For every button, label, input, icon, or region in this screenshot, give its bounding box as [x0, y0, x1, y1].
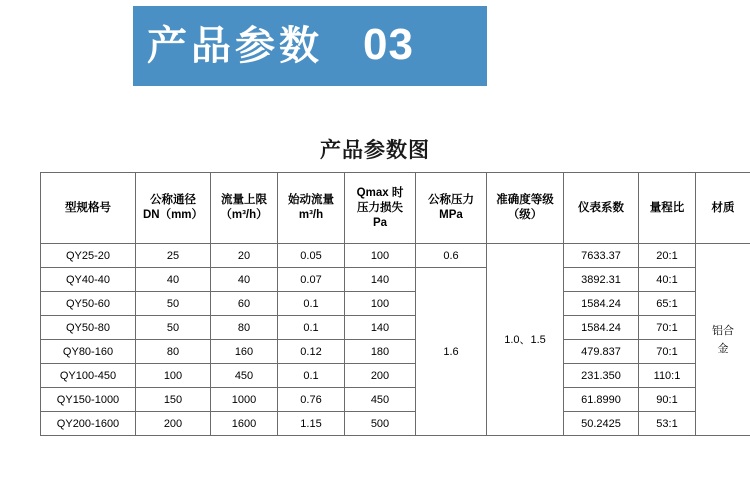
table-row: [41, 316, 750, 340]
table-header: [41, 173, 750, 244]
table-row: [41, 244, 750, 268]
header-material-line1: 材质: [711, 201, 735, 214]
cell-qmax: 160: [211, 340, 278, 364]
cell-qmax: 1600: [211, 412, 278, 436]
table-header-row: [41, 173, 750, 244]
cell-meter-factor: 61.8990: [564, 388, 639, 412]
cell-pressure-loss: 100: [345, 292, 416, 316]
cell-qmax: 450: [211, 364, 278, 388]
header-nominal-pressure: [416, 173, 487, 244]
cell-start-flow: 0.1: [278, 292, 345, 316]
banner-right-notch: [487, 6, 750, 86]
cell-material: [696, 244, 750, 436]
cell-pressure-loss: 200: [345, 364, 416, 388]
cell-nominal-pressure-rest: 1.6: [416, 268, 487, 436]
cell-turndown: 20:1: [639, 244, 696, 268]
cell-start-flow: 0.05: [278, 244, 345, 268]
cell-turndown: 65:1: [639, 292, 696, 316]
table-row: [41, 364, 750, 388]
cell-model: QY200-1600: [41, 412, 136, 436]
cell-meter-factor: 1584.24: [564, 292, 639, 316]
cell-meter-factor: 1584.24: [564, 316, 639, 340]
banner-left-notch: [0, 6, 133, 86]
header-meter-factor: [564, 173, 639, 244]
cell-start-flow: 0.1: [278, 316, 345, 340]
cell-dn: 50: [136, 316, 211, 340]
cell-model: QY50-80: [41, 316, 136, 340]
cell-nominal-pressure-first: 0.6: [416, 244, 487, 268]
header-accuracy-class-line2: （级）: [507, 209, 543, 221]
cell-material-line2: 金: [717, 342, 729, 355]
header-flow-upper-limit-line2: （m³/h）: [220, 209, 268, 221]
header-pressure-loss: [345, 173, 416, 244]
cell-turndown: 90:1: [639, 388, 696, 412]
table-row: [41, 412, 750, 436]
page-title: 产品参数图: [320, 139, 430, 162]
header-nominal-diameter: [136, 173, 211, 244]
cell-pressure-loss: 450: [345, 388, 416, 412]
header-pressure-loss-line3: Pa: [372, 216, 388, 229]
cell-turndown: 70:1: [639, 316, 696, 340]
cell-dn: 40: [136, 268, 211, 292]
parameters-table-container: [40, 172, 735, 436]
cell-qmax: 1000: [211, 388, 278, 412]
table-row: [41, 292, 750, 316]
cell-turndown: 40:1: [639, 268, 696, 292]
cell-turndown: 53:1: [639, 412, 696, 436]
cell-model: QY150-1000: [41, 388, 136, 412]
cell-turndown: 110:1: [639, 364, 696, 388]
cell-model: QY25-20: [41, 244, 136, 268]
cell-pressure-loss: 140: [345, 316, 416, 340]
cell-dn: 100: [136, 364, 211, 388]
cell-pressure-loss: 500: [345, 412, 416, 436]
header-accuracy-class: [487, 173, 564, 244]
header-nominal-pressure-line2: MPa: [439, 209, 463, 221]
cell-accuracy-class: 1.0、1.5: [487, 244, 564, 436]
cell-qmax: 80: [211, 316, 278, 340]
cell-meter-factor: 479.837: [564, 340, 639, 364]
cell-dn: 150: [136, 388, 211, 412]
table-body: [41, 244, 750, 436]
cell-pressure-loss: 100: [345, 244, 416, 268]
cell-turndown: 70:1: [639, 340, 696, 364]
cell-meter-factor: 3892.31: [564, 268, 639, 292]
page-banner: [0, 0, 750, 92]
cell-start-flow: 0.07: [278, 268, 345, 292]
header-meter-factor-line1: 仪表系数: [578, 201, 624, 214]
banner-title: 产品参数: [147, 24, 323, 68]
cell-meter-factor: 7633.37: [564, 244, 639, 268]
cell-dn: 200: [136, 412, 211, 436]
cell-pressure-loss: 180: [345, 340, 416, 364]
cell-start-flow: 0.12: [278, 340, 345, 364]
table-row: [41, 388, 750, 412]
cell-dn: 25: [136, 244, 211, 268]
cell-meter-factor: 231.350: [564, 364, 639, 388]
header-model: [41, 173, 136, 244]
table-row: [41, 268, 750, 292]
cell-qmax: 40: [211, 268, 278, 292]
cell-qmax: 60: [211, 292, 278, 316]
cell-model: QY80-160: [41, 340, 136, 364]
parameters-table: [40, 172, 750, 436]
cell-meter-factor: 50.2425: [564, 412, 639, 436]
table-row: [41, 340, 750, 364]
header-flow-upper-limit-line1: 流量上限: [221, 194, 267, 206]
header-pressure-loss-line1: Qmax 时: [356, 186, 404, 199]
header-turndown-ratio-line1: 量程比: [649, 201, 685, 214]
cell-start-flow: 0.76: [278, 388, 345, 412]
cell-dn: 50: [136, 292, 211, 316]
cell-material-line1: 铝合: [712, 324, 734, 337]
header-start-flow-line2: m³/h: [298, 209, 324, 221]
header-flow-upper-limit: [211, 173, 278, 244]
cell-model: QY40-40: [41, 268, 136, 292]
cell-model: QY100-450: [41, 364, 136, 388]
header-start-flow-line1: 始动流量: [288, 194, 334, 206]
header-start-flow: [278, 173, 345, 244]
header-material: [696, 173, 750, 244]
cell-start-flow: 0.1: [278, 364, 345, 388]
header-nominal-diameter-line2: DN（mm）: [142, 209, 204, 221]
cell-start-flow: 1.15: [278, 412, 345, 436]
cell-dn: 80: [136, 340, 211, 364]
header-nominal-pressure-line1: 公称压力: [428, 194, 474, 206]
cell-pressure-loss: 140: [345, 268, 416, 292]
header-accuracy-class-line1: 准确度等级: [496, 194, 554, 206]
cell-model: QY50-60: [41, 292, 136, 316]
header-turndown-ratio: [639, 173, 696, 244]
header-pressure-loss-line2: 压力损失: [357, 201, 403, 214]
header-model-line1: 型规格号: [65, 201, 111, 214]
banner-section-number: 03: [363, 20, 414, 69]
header-nominal-diameter-line1: 公称通径: [150, 194, 196, 206]
cell-qmax: 20: [211, 244, 278, 268]
